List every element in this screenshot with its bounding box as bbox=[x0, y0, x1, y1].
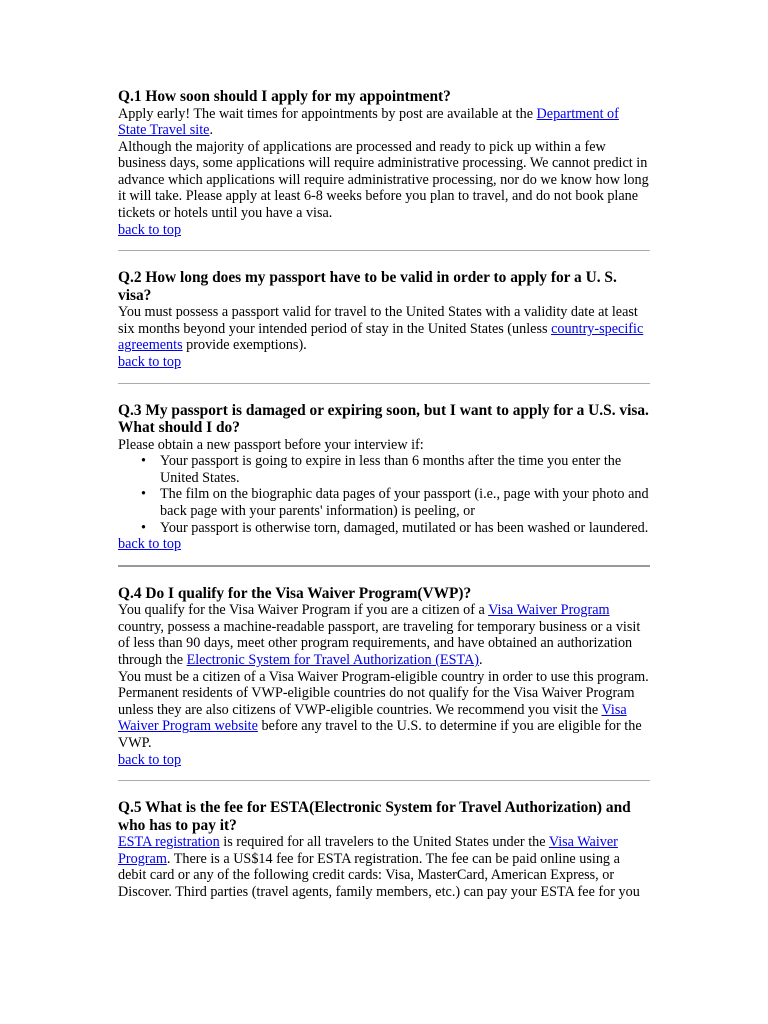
q2-answer-p1 bbox=[118, 304, 650, 354]
q2-p1-text: You must possess a passport valid for travel to the United States with a validity date at least six months beyond your intended period of stay in the United States (unless bbox=[118, 304, 638, 337]
q4-back-to-top-link[interactable]: back to top bbox=[118, 751, 182, 768]
bullet-icon: • bbox=[141, 486, 146, 503]
faq-q2 bbox=[118, 269, 650, 370]
visa-waiver-website-link[interactable]: Visa Waiver Program website bbox=[118, 701, 627, 735]
q5-p1-a: is required for all travelers to the United States under the bbox=[219, 834, 549, 851]
faq-page bbox=[118, 88, 650, 901]
list-item-text: The film on the biographic data pages of your passport (i.e., page with your photo and back page with your parents' information) is peeling, or bbox=[160, 486, 649, 519]
q3-title: Q.3 My passport is damaged or expiring soon, but I want to apply for a U.S. visa. What should I do? bbox=[118, 401, 649, 437]
q1-title: Q.1 How soon should I apply for my appointment? bbox=[118, 88, 451, 105]
q4-title: Q.4 Do I qualify for the Visa Waiver Program(VWP)? bbox=[118, 584, 472, 602]
q3-back-to-top-link[interactable]: back to top bbox=[118, 536, 182, 553]
q4-p1-b: country, possess a machine-readable passport, are traveling for temporary business or a visit of less than 90 days, meet other program requirements, and have obtained an authorization through the bbox=[118, 618, 641, 669]
q2-p1-end: provide exemptions). bbox=[182, 337, 307, 354]
q1-p1-text: Apply early! The wait times for appointments by post are available at the bbox=[118, 105, 537, 122]
q1-back-to-top-link[interactable]: back to top bbox=[118, 221, 182, 238]
q1-p1-end: . bbox=[209, 122, 213, 139]
q4-p2-a: You must be a citizen of a Visa Waiver Program-eligible country in order to use this program. Permanent residents of VWP-eligible countries do not qualify for the Visa Waiver Program unless they are also citizens of VWP-eligible countries. We recommend you visit the bbox=[118, 668, 649, 718]
q5-title: Q.5 What is the fee for ESTA(Electronic System for Travel Authorization) and who has to pay it? bbox=[118, 799, 631, 834]
bullet-icon: • bbox=[141, 519, 146, 536]
dept-state-travel-link[interactable]: Department of State Travel site bbox=[118, 105, 619, 139]
faq-q4 bbox=[118, 585, 650, 768]
q3-list bbox=[118, 453, 650, 536]
list-item-text: Your passport is otherwise torn, damaged, mutilated or has been washed or laundered. bbox=[160, 519, 649, 536]
q5-answer-p1 bbox=[118, 834, 650, 900]
list-item bbox=[141, 453, 650, 486]
q4-p1-end: . bbox=[478, 652, 483, 669]
faq-q1 bbox=[118, 88, 650, 238]
visa-waiver-program-link[interactable]: Visa Waiver Program bbox=[488, 602, 610, 619]
list-item-text: Your passport is going to expire in less than 6 months after the time you enter the United States. bbox=[160, 453, 622, 486]
q4-answer-p2 bbox=[118, 669, 650, 752]
q3-intro: Please obtain a new passport before your interview if: bbox=[118, 436, 424, 453]
visa-waiver-program-link-2[interactable]: Visa Waiver Program bbox=[118, 834, 618, 867]
faq-q3 bbox=[118, 402, 650, 553]
list-item bbox=[141, 486, 650, 519]
esta-registration-link[interactable]: ESTA registration bbox=[118, 834, 220, 851]
spacer bbox=[118, 384, 650, 402]
faq-q5 bbox=[118, 799, 650, 900]
q1-answer-p2: Although the majority of applications are processed and ready to pick up within a few business days, some applications will require administrative processing. We cannot predict in advance which applications will require administrative processing, nor do we know how long it will take. Please apply at least 6-8 weeks before you plan to travel, and do not book plane tickets or hotels until you have a visa. bbox=[118, 138, 649, 222]
q2-back-to-top-link[interactable]: back to top bbox=[118, 354, 182, 371]
list-item bbox=[141, 519, 650, 537]
q4-p2-end: before any travel to the U.S. to determine if you are eligible for the VWP. bbox=[118, 718, 642, 752]
country-specific-agreements-link[interactable]: country-specific agreements bbox=[118, 320, 644, 354]
q5-p1-b: . There is a US$14 fee for ESTA registration. The fee can be paid online using a debit card or any of the following credit cards: Visa, MasterCard, American Express, or Discover. Third parties (travel agents, family members, etc.) can pay your ESTA fee for you bbox=[118, 850, 640, 900]
bullet-icon: • bbox=[141, 453, 146, 470]
spacer bbox=[118, 567, 650, 585]
spacer bbox=[118, 781, 650, 799]
q2-title: Q.2 How long does my passport have to be valid in order to apply for a U. S. visa? bbox=[118, 269, 617, 304]
esta-link[interactable]: Electronic System for Travel Authorization (ESTA) bbox=[186, 652, 479, 669]
q1-answer-p1 bbox=[118, 106, 650, 139]
q4-p1-a: You qualify for the Visa Waiver Program if you are a citizen of a bbox=[118, 602, 489, 619]
spacer bbox=[118, 251, 650, 269]
q4-answer-p1 bbox=[118, 602, 650, 668]
